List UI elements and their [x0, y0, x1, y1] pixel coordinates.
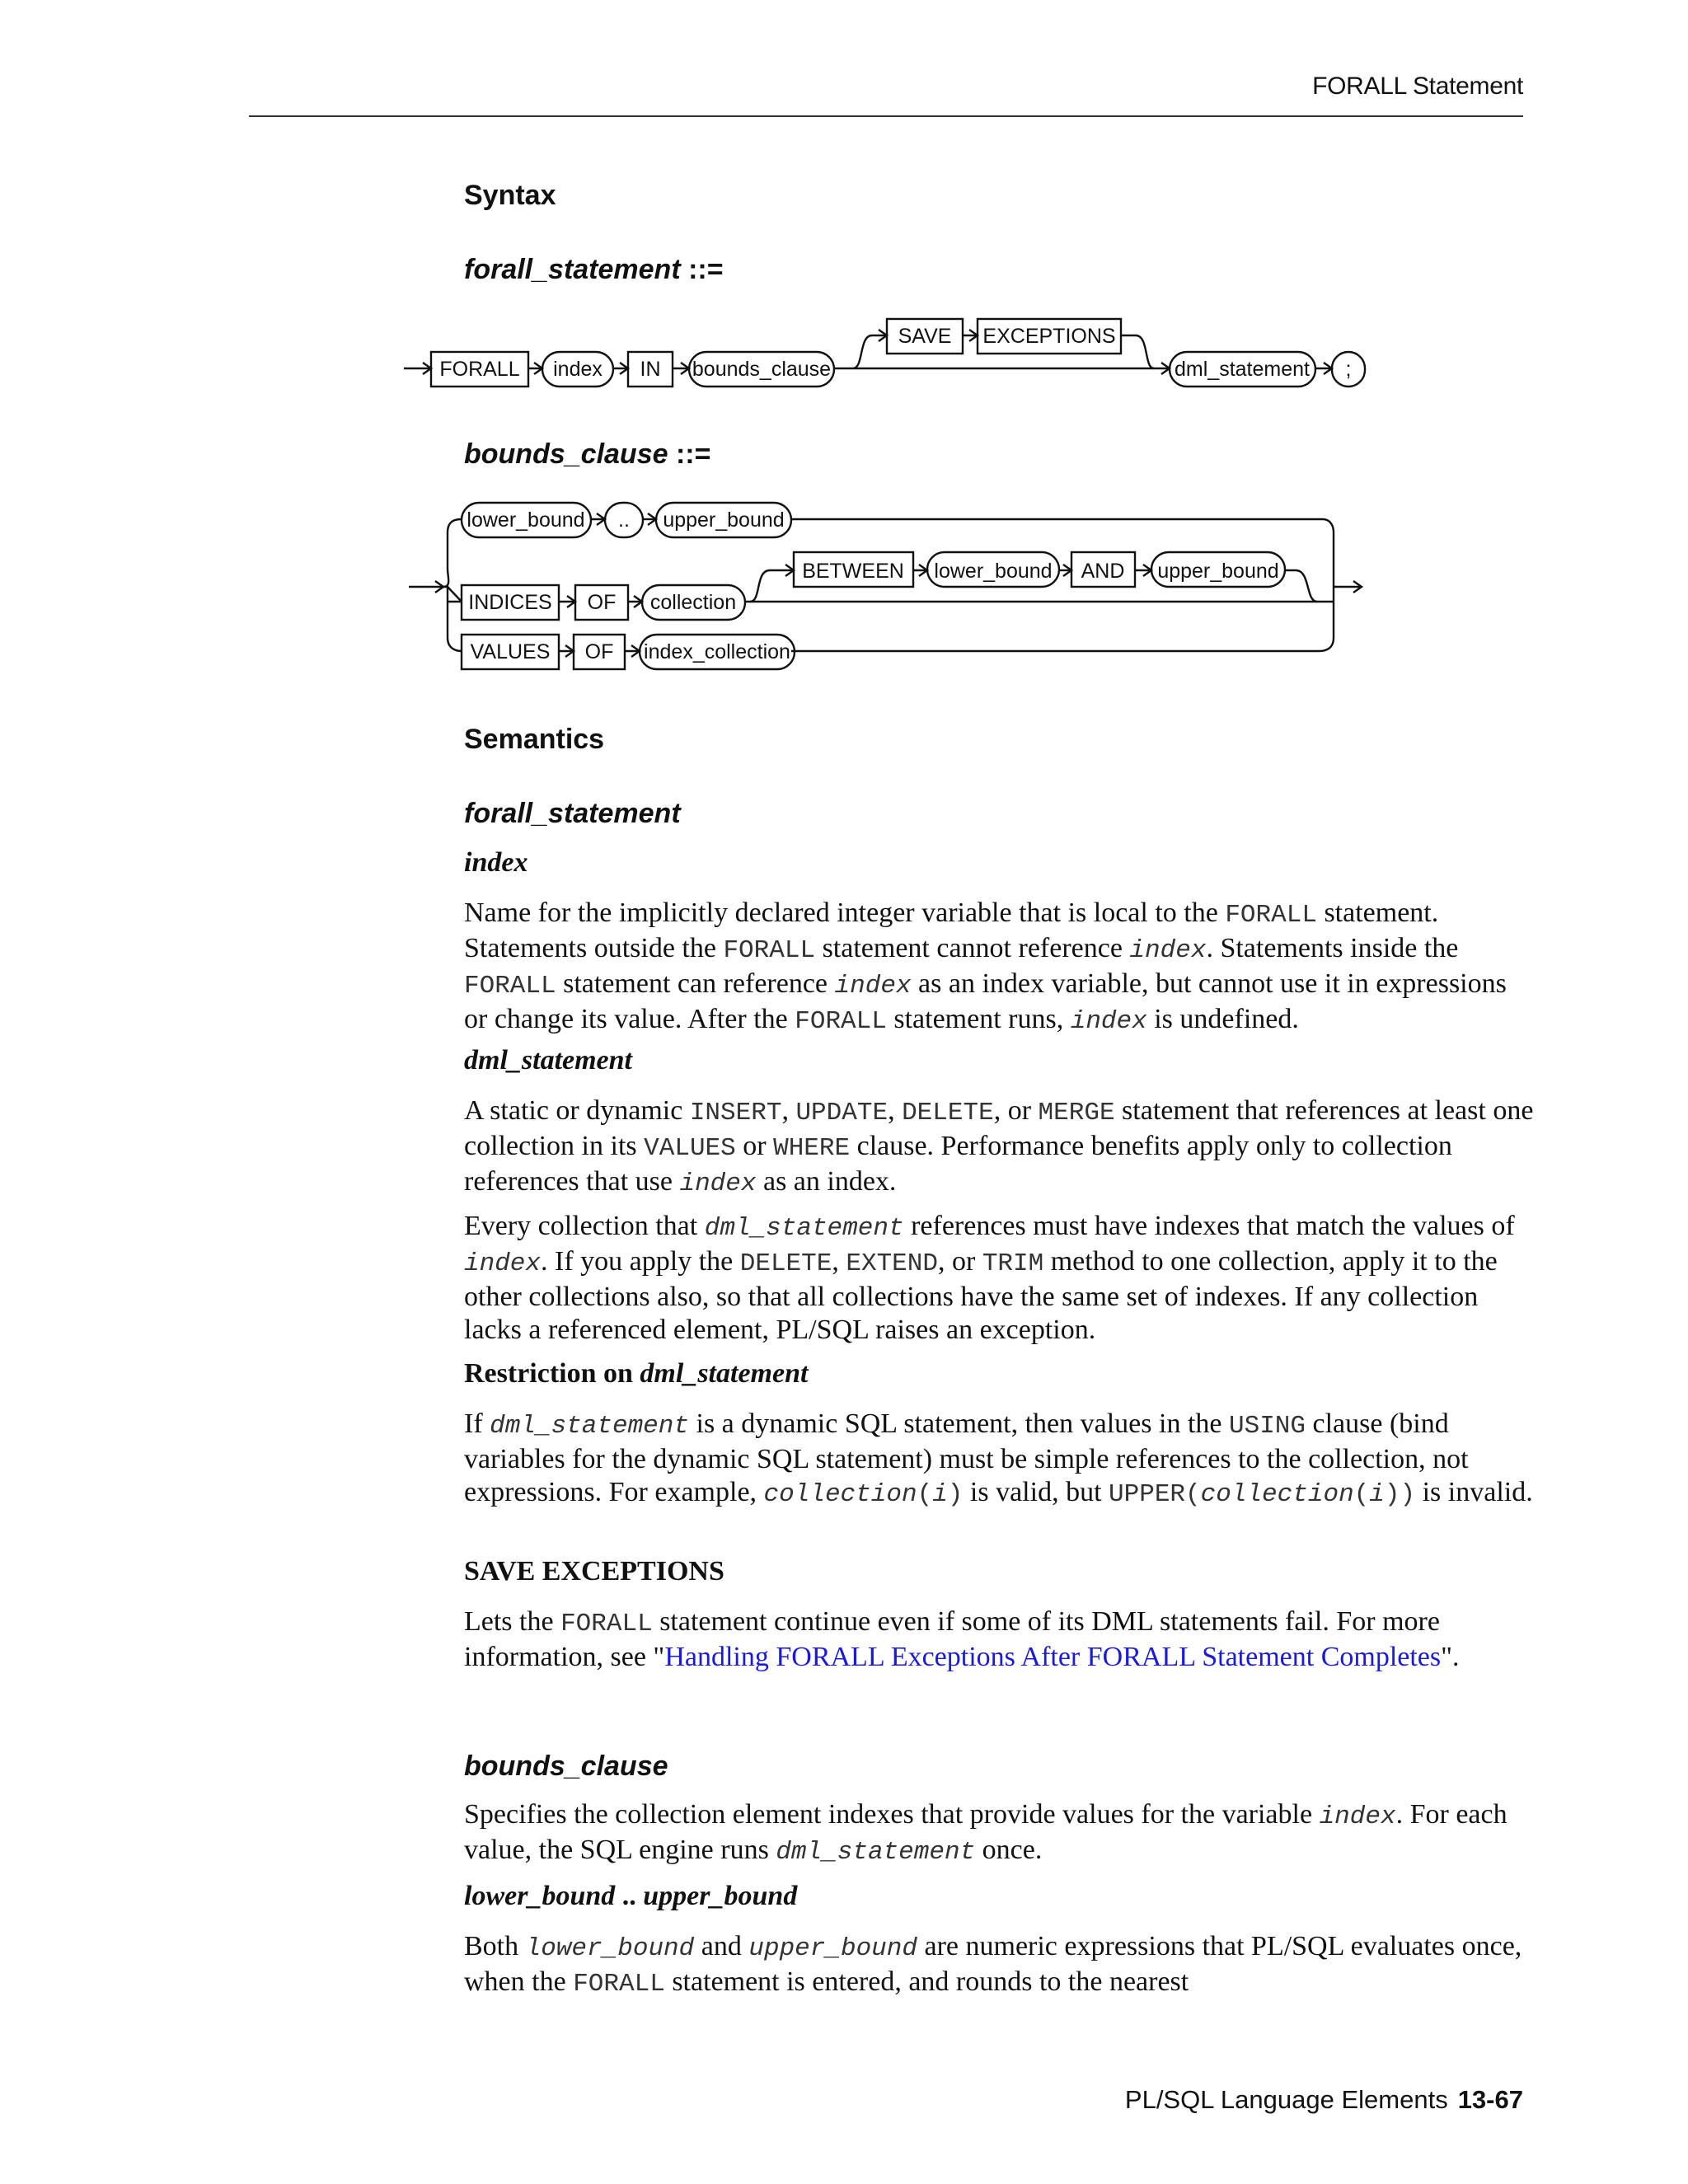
indices-keyword: INDICES	[468, 591, 552, 614]
page-footer	[1125, 2085, 1523, 2115]
forall-keyword: FORALL	[439, 358, 520, 381]
save-exceptions-description: Lets the FORALL statement continue even if some of its DML statements fail. For more information, see "Handling FORALL Exceptions After FORALL Statement Completes".	[464, 1606, 1460, 1672]
and-keyword: AND	[1081, 560, 1125, 583]
bounds-clause-syntax-diagram	[0, 486, 1688, 684]
bounds-clause-description: Specifies the collection element indexes that provide values for the variable index. For each value, the SQL engine runs dml_statement once.	[464, 1799, 1507, 1867]
rule-name: forall_statement	[464, 254, 681, 285]
of-keyword: OF	[587, 591, 617, 614]
save-exceptions-heading: SAVE EXCEPTIONS	[464, 1556, 724, 1586]
in-keyword: IN	[640, 358, 661, 381]
index-heading: index	[464, 847, 528, 878]
handling-forall-exceptions-link[interactable]: Handling FORALL Exceptions After FORALL Statement Completes	[664, 1642, 1442, 1672]
index-collection-param: index_collection	[644, 640, 790, 663]
dml-statement-param: dml_statement	[1175, 358, 1310, 381]
exceptions-keyword: EXCEPTIONS	[982, 325, 1116, 348]
running-header: FORALL Statement	[1312, 73, 1523, 100]
forall-statement-heading: forall_statement	[464, 798, 681, 829]
dml-statement-collection-note: Every collection that dml_statement references must have indexes that match the values of index. If you apply the DELETE, EXTEND, or TRIM method to one collection, apply it to the other collections also, so that all collections have the same set of indexes. If any collection lacks a referenced element, PL/SQL raises an exception.	[464, 1211, 1515, 1345]
rule-operator: ::=	[675, 438, 711, 470]
semantics-heading: Semantics	[464, 724, 605, 755]
dml-statement-heading: dml_statement	[464, 1045, 632, 1076]
header-rule	[249, 115, 1523, 117]
restriction-heading: Restriction on dml_statement	[464, 1358, 809, 1389]
lower-bound-param: lower_bound	[467, 509, 585, 532]
lower-upper-bound-heading: lower_bound .. upper_bound	[464, 1881, 798, 1911]
of-keyword: OF	[584, 640, 614, 663]
rule-name: bounds_clause	[464, 438, 668, 470]
index-description: Name for the implicitly declared integer variable that is local to the FORALL statement. Statements outside the FORALL statement cannot reference index. Statements inside the FORALL statement can reference index as an index variable, but cannot use it in expressions or change its value. After the FORALL statement runs, index is undefined.	[464, 898, 1507, 1036]
page-number: 13-67	[1457, 2085, 1523, 2114]
bounds-rule-heading	[464, 438, 710, 471]
syntax-heading: Syntax	[464, 180, 556, 211]
save-keyword: SAVE	[898, 325, 952, 348]
range-dots-terminal: ..	[618, 509, 630, 532]
bounds-clause-heading: bounds_clause	[464, 1750, 668, 1782]
forall-rule-heading	[464, 254, 724, 286]
semicolon-terminal: ;	[1345, 358, 1352, 381]
lower-upper-bound-description: Both lower_bound and upper_bound are numeric expressions that PL/SQL evaluates once, when the FORALL statement is entered, and rounds to the nearest	[464, 1931, 1522, 1999]
forall-syntax-diagram	[0, 305, 1688, 404]
upper-bound-param: upper_bound	[663, 509, 785, 532]
collection-param: collection	[649, 591, 737, 614]
rule-operator: ::=	[688, 254, 724, 285]
lower-bound-param: lower_bound	[934, 560, 1053, 583]
values-keyword: VALUES	[470, 640, 551, 663]
bounds-clause-param: bounds_clause	[692, 358, 832, 381]
upper-bound-param: upper_bound	[1157, 560, 1279, 583]
index-param: index	[553, 358, 603, 381]
restriction-description: If dml_statement is a dynamic SQL statement, then values in the USING clause (bind variables for the dynamic SQL statement) must be simple references to the collection, not expressions. For example, collection(i) is valid, but UPPER(collection(i)) is invalid.	[464, 1408, 1533, 1509]
between-keyword: BETWEEN	[802, 560, 904, 583]
dml-statement-description: A static or dynamic INSERT, UPDATE, DELETE, or MERGE statement that references at least one collection in its VALUES or WHERE clause. Performance benefits apply only to collection references that use index as an index.	[464, 1095, 1534, 1198]
footer-book-title: PL/SQL Language Elements	[1124, 2085, 1448, 2114]
